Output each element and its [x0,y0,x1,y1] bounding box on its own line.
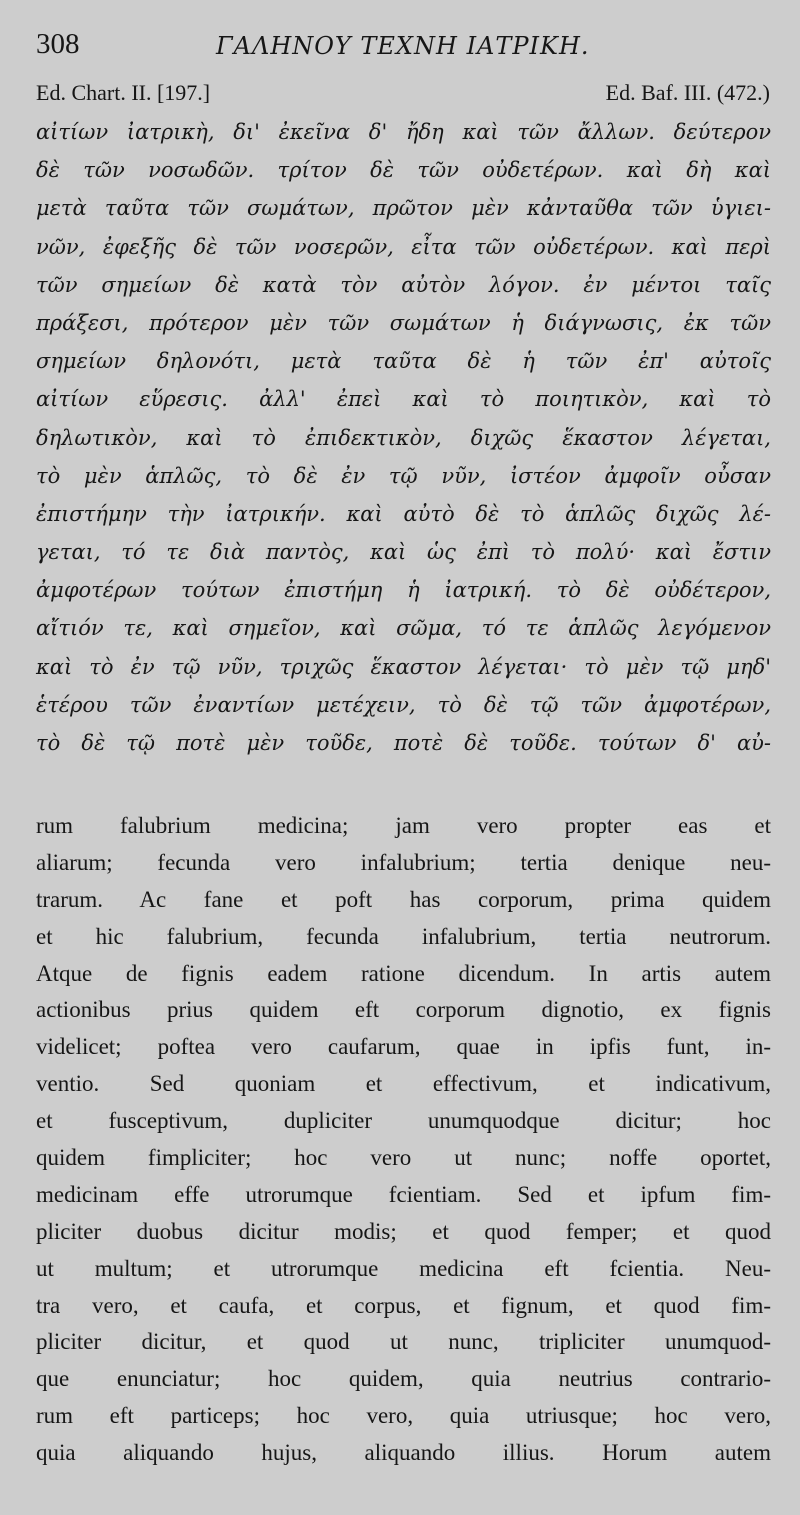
latin-line: que enunciatur; hoc quidem, quia neutrius contrario- [36,1366,771,1392]
greek-line: γεται, τό τε διὰ παντὸς, καὶ ὡς ἐπὶ τὸ πολύ· καὶ ἔστιν [36,540,771,565]
latin-line: rum eft particeps; hoc vero, quia utriusque; hoc vero, [36,1403,771,1429]
greek-line: δηλωτικὸν, καὶ τὸ ἐπιδεκτικὸν, διχῶς ἕκαστον λέγεται, [36,425,771,450]
greek-text-block [36,113,771,762]
greek-line: ἐπιστήμην τὴν ἰατρικήν. καὶ αὐτὸ δὲ τὸ ἁπλῶς διχῶς λέ- [36,501,771,526]
latin-line: pliciter duobus dicitur modis; et quod femper; et quod [36,1218,771,1244]
latin-line: Atque de fignis eadem ratione dicendum. In artis autem [36,960,771,986]
latin-line: ventio. Sed quoniam et effectivum, et indicativum, [36,1071,771,1097]
page-header [36,28,770,68]
greek-line: τῶν σημείων δὲ κατὰ τὸν αὐτὸν λόγον. ἐν μέντοι ταῖς [36,272,771,297]
edition-right: Ed. Baf. III. (472.) [605,80,770,105]
latin-line: et hic falubrium, fecunda infalubrium, tertia neutrorum. [36,923,771,949]
latin-line: tra vero, et caufa, et corpus, et fignum, et quod fim- [36,1292,771,1318]
latin-text-block [36,808,771,1472]
greek-line: αἰτίων ἰατρικὴ, δι' ἐκεῖνα δ' ἤδη καὶ τῶν ἄλλων. δεύτερον [36,120,771,144]
greek-line: σημείων δηλονότι, μετὰ ταῦτα δὲ ἡ τῶν ἐπ' αὐτοῖς [36,349,771,374]
greek-line: ἑτέρου τῶν ἐναντίων μετέχειν, τὸ δὲ τῷ τῶν ἀμφοτέρων, [36,692,771,717]
running-title: ΓΑΛΗΝΟΥ ΤΕΧΝΗ ΙΑΤΡΙΚΗ. [216,32,590,60]
latin-line: aliarum; fecunda vero infalubrium; tertia denique neu- [36,849,771,875]
greek-line: πράξεσι, πρότερον μὲν τῶν σωμάτων ἡ διάγνωσις, ἐκ τῶν [36,310,771,335]
latin-line: videlicet; poftea vero caufarum, quae in ipfis funt, in- [36,1034,771,1060]
latin-line: trarum. Ac fane et poft has corporum, prima quidem [36,886,771,912]
latin-line: medicinam effe utrorumque fcientiam. Sed et ipfum fim- [36,1181,771,1207]
edition-references [36,80,770,110]
greek-line: τὸ μὲν ἁπλῶς, τὸ δὲ ἐν τῷ νῦν, ἰστέον ἀμφοῖν οὖσαν [36,463,771,488]
latin-line: ut multum; et utrorumque medicina eft fcientia. Neu- [36,1255,771,1281]
greek-line: καὶ τὸ ἐν τῷ νῦν, τριχῶς ἕκαστον λέγεται· τὸ μὲν τῷ μηδ' [36,654,771,679]
latin-line: et fusceptivum, dupliciter unumquodque dicitur; hoc [36,1108,771,1134]
latin-line: quidem fimpliciter; hoc vero ut nunc; noffe oportet, [36,1145,771,1171]
latin-line: quia aliquando hujus, aliquando illius. Horum autem [36,1440,771,1466]
greek-line: δὲ τῶν νοσωδῶν. τρίτον δὲ τῶν οὐδετέρων. καὶ δὴ καὶ [36,158,771,183]
edition-left: Ed. Chart. II. [197.] [36,80,211,105]
greek-line: τὸ δὲ τῷ ποτὲ μὲν τοῦδε, ποτὲ δὲ τοῦδε. τούτων δ' αὐ- [36,731,771,755]
latin-line: pliciter dicitur, et quod ut nunc, tripliciter unumquod- [36,1329,771,1355]
greek-line: μετὰ ταῦτα τῶν σωμάτων, πρῶτον μὲν κἀνταῦθα τῶν ὑγιει- [36,196,771,221]
greek-line: ἀμφοτέρων τούτων ἐπιστήμη ἡ ἰατρική. τὸ δὲ οὐδέτερον, [36,578,771,603]
latin-line: rum falubrium medicina; jam vero propter eas et [36,813,771,838]
page-number: 308 [36,28,80,60]
greek-line: αἴτιόν τε, καὶ σημεῖον, καὶ σῶμα, τό τε ἁπλῶς λεγόμενον [36,616,771,641]
greek-line: αἰτίων εὕρεσις. ἀλλ' ἐπεὶ καὶ τὸ ποιητικὸν, καὶ τὸ [36,387,771,412]
greek-line: νῶν, ἐφεξῆς δὲ τῶν νοσερῶν, εἶτα τῶν οὐδετέρων. καὶ περὶ [36,234,771,259]
latin-line: actionibus prius quidem eft corporum dignotio, ex fignis [36,997,771,1023]
